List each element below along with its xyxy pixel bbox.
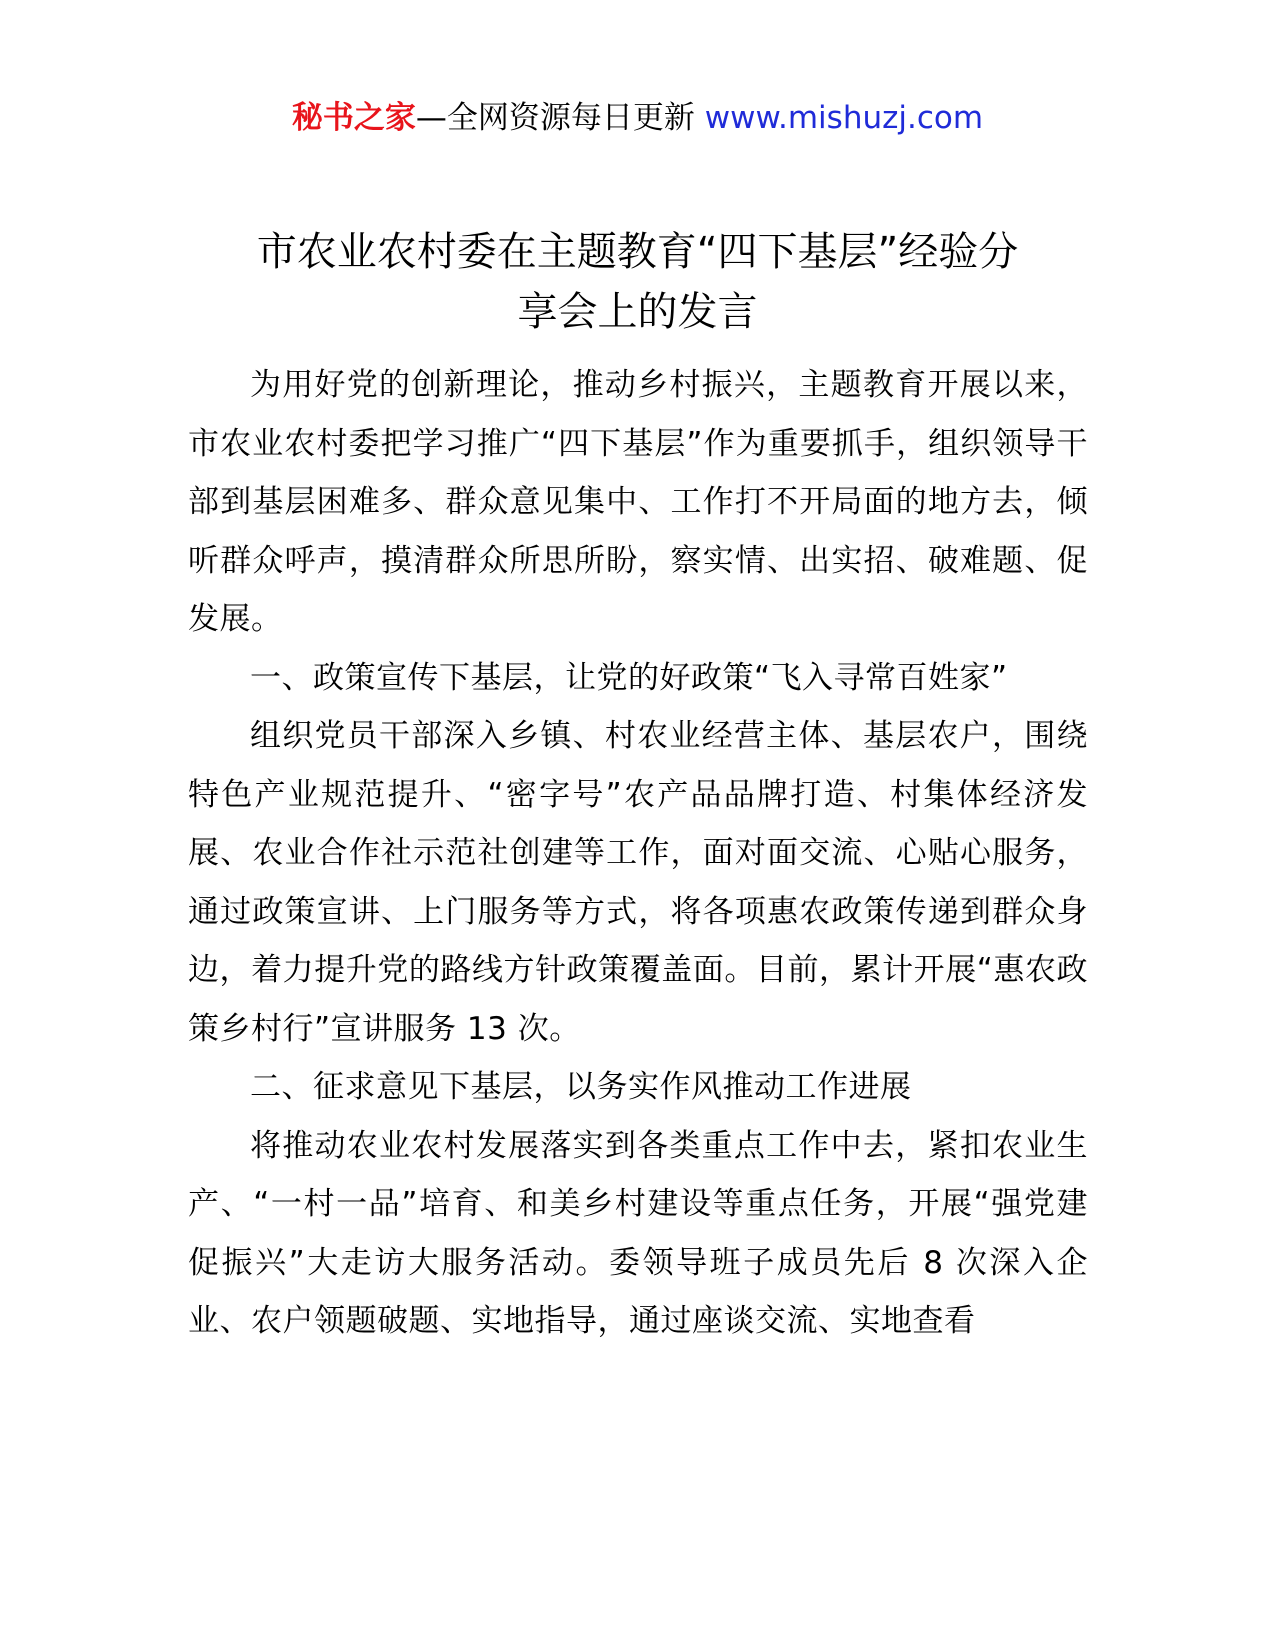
section-heading-1: 一、政策宣传下基层，让党的好政策“飞入寻常百姓家” (250, 659, 1008, 696)
body-paragraph-intro: 为用好党的创新理论，推动乡村振兴，主题教育开展以来，市农业农村委把学习推广“四下基层”作为重要抓手，组织领导干部到基层困难多、群众意见集中、工作打不开局面的地方去，倾听群众呼声，摸清群众所思所盼，察实情、出实招、破难题、促发展。 (188, 367, 1088, 637)
section-heading-2: 二、征求意见下基层，以务实作风推动工作进展 (250, 1069, 912, 1105)
site-header (0, 98, 1275, 138)
site-url-link[interactable]: www.mishuzj.com (704, 100, 984, 136)
site-tagline: —全网资源每日更新 (415, 100, 695, 136)
document-title-line-2: 享会上的发言 (517, 289, 758, 335)
document-body (188, 356, 1088, 1351)
body-paragraph-section-1: 组织党员干部深入乡镇、村农业经营主体、基层农户，围绕特色产业规范提升、“密字号”农产品品牌打造、村集体经济发展、农业合作社示范社创建等工作，面对面交流、心贴心服务，通过政策宣讲、上门服务等方式，将各项惠农政策传递到群众身边，着力提升党的路线方针政策覆盖面。目前，累计开展“惠农政策乡村行”宣讲服务 13 次。 (188, 718, 1088, 1047)
document-title-line-1: 市农业农村委在主题教育“四下基层”经验分 (256, 229, 1019, 275)
site-brand: 秘书之家 (291, 100, 416, 136)
body-paragraph-section-2: 将推动农业农村发展落实到各类重点工作中去，紧扣农业生产、“一村一品”培育、和美乡村建设等重点任务，开展“强党建促振兴”大走访大服务活动。委领导班子成员先后 8 次深入企业、农户领题破题、实地指导，通过座谈交流、实地查看 (188, 1127, 1088, 1339)
document-title (180, 222, 1095, 342)
